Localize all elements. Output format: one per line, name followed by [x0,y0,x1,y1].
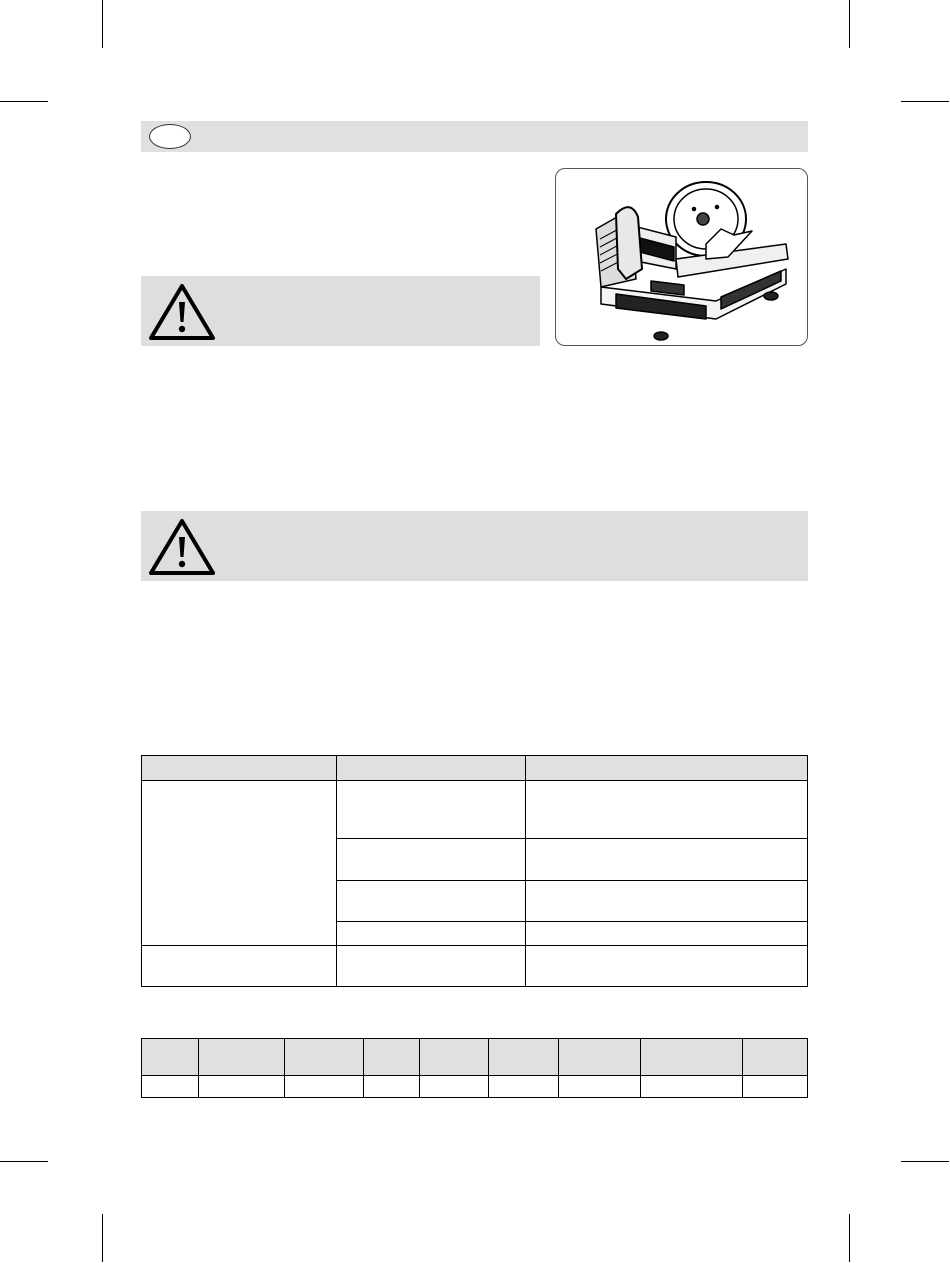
table-header-cell [142,756,337,781]
table-header-cell [363,1039,419,1076]
table-row [142,946,808,987]
crop-mark [102,0,103,48]
table-cell [142,946,337,987]
warning-box [141,511,808,581]
table-header-cell [489,1039,559,1076]
table-cell [526,839,808,881]
specification-table [141,1038,808,1098]
table-cell [142,1076,199,1098]
table-cell [336,922,526,946]
table-cell [336,839,526,881]
table-header-cell [336,756,526,781]
table-header-row [142,756,808,781]
crop-mark [0,1161,48,1162]
product-image-frame [555,168,808,346]
table-header-row [142,1039,808,1076]
table-cell [142,781,337,946]
table-header-cell [641,1039,743,1076]
table-cell [363,1076,419,1098]
table-cell [336,881,526,922]
table-cell [336,946,526,987]
crop-mark [901,101,949,102]
table-cell [526,881,808,922]
section-header-bar [141,121,808,152]
table-cell [336,781,526,839]
table-cell [284,1076,363,1098]
table-header-cell [526,756,808,781]
table-cell [641,1076,743,1098]
table-row [142,1076,808,1098]
table-cell [526,922,808,946]
warning-box [141,276,540,346]
table-header-cell [559,1039,641,1076]
table-cell [489,1076,559,1098]
warning-triangle-icon [147,282,217,342]
table-header-cell [743,1039,808,1076]
table-header-cell [198,1039,284,1076]
crop-mark [102,1214,103,1262]
table-cell [526,946,808,987]
crop-mark [0,101,48,102]
table-row [142,781,808,839]
table-cell [743,1076,808,1098]
warning-triangle-icon [147,517,217,577]
crop-mark [849,0,850,48]
table-header-cell [142,1039,199,1076]
food-slicer-illustration [556,169,808,346]
language-badge [149,124,191,149]
crop-mark [849,1214,850,1262]
table-cell [419,1076,489,1098]
table-header-cell [419,1039,489,1076]
crop-mark [901,1161,949,1162]
table-header-cell [284,1039,363,1076]
table-cell [526,781,808,839]
troubleshooting-table [141,755,808,987]
table-cell [559,1076,641,1098]
table-cell [198,1076,284,1098]
